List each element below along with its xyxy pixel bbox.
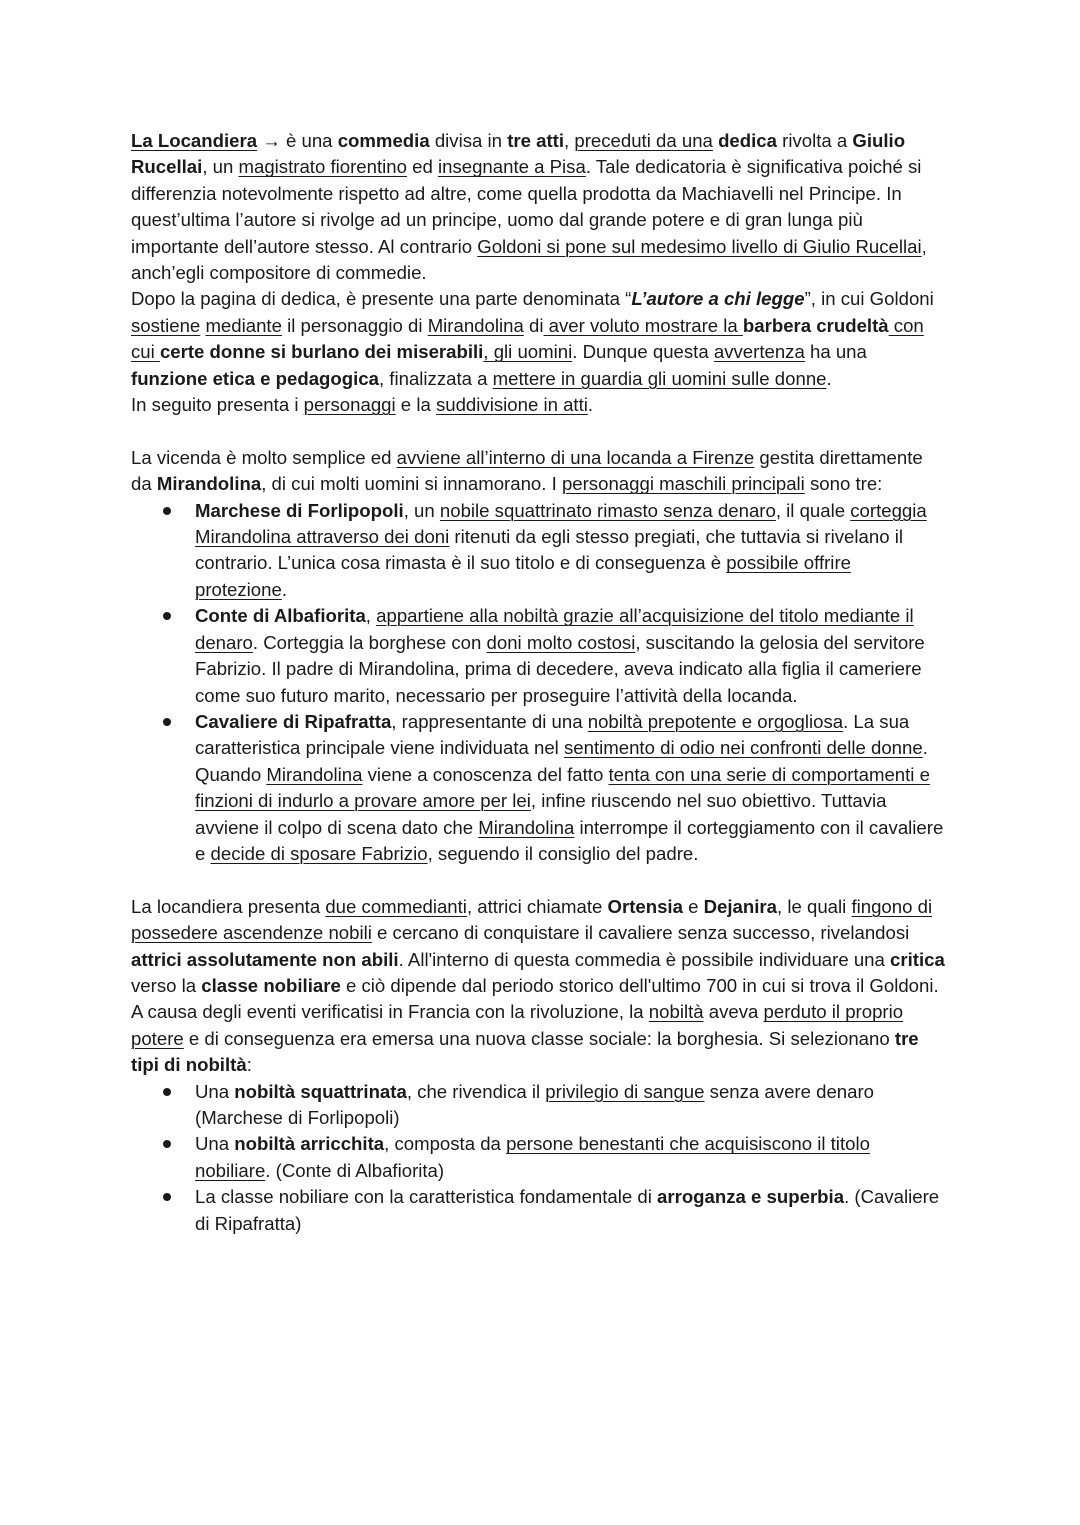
nobility-list [131,1079,946,1237]
bullet-icon [163,1140,171,1148]
bullet-icon [163,507,171,515]
bullet-icon [163,1193,171,1201]
term-la-locandiera: La Locandiera [131,130,258,151]
bullet-icon [163,612,171,620]
paragraph-critique: La locandiera presenta due commedianti, attrici chiamate Ortensia e Dejanira, le quali fingono di possedere ascendenze nobili e cercano di conquistare il cavaliere senza successo, rivelandosi attrici assolutamente non abili. All'interno di questa commedia è possibile individuare una critica verso la classe nobiliare e ciò dipende dal periodo storico dell'ultimo 700 in cui si trova il Goldoni. A causa degli eventi verificatisi in Francia con la rivoluzione, la nobiltà aveva perduto il proprio potere e di conseguenza era emersa una nuova classe sociale: la borghesia. Si selezionano tre tipi di nobiltà: [131,895,945,1076]
paragraph-intro: La Locandiera → è una commedia divisa in tre atti, preceduti da una dedica rivolta a Giulio Rucellai, un magistrato fiorentino ed insegnante a Pisa. Tale dedicatoria è significativa poiché si differenzia notevolmente rispetto ad altre, come quella prodotta da Machiavelli nel Principe. In quest’ultima l’autore si rivolge ad un principe, uomo dal grande potere e di gran lunga più importante dell’autore stesso. Al contrario Goldoni si pone sul medesimo livello di Giulio Rucellai, anch’egli compositore di commedie. [131,130,927,284]
document-page [131,128,946,1237]
bullet-icon [163,718,171,726]
list-item: La classe nobiliare con la caratteristica fondamentale di arroganza e superbia. (Cavaliere di Ripafratta) [195,1184,946,1237]
paragraph-plot: La vicenda è molto semplice ed avviene all’interno di una locanda a Firenze gestita direttamente da Mirandolina, di cui molti uomini si innamorano. I personaggi maschili principali sono tre: [131,446,923,495]
paragraph-gap [131,418,946,444]
list-item: Conte di Albafiorita, appartiene alla nobiltà grazie all’acquisizione del titolo mediante il denaro. Corteggia la borghese con doni molto costosi, suscitando la gelosia del servitore Fabrizio. Il padre di Mirandolina, prima di decedere, aveva indicato alla figlia il cameriere come suo futuro marito, necessario per proseguire l’attività della locanda. [195,603,946,709]
list-item: Una nobiltà squattrinata, che rivendica il privilegio di sangue senza avere denaro (Marchese di Forlipopoli) [195,1079,946,1132]
paragraph-structure: In seguito presenta i personaggi e la suddivisione in atti. [131,394,594,416]
paragraph-author-note: Dopo la pagina di dedica, è presente una parte denominata “L’autore a chi legge”, in cui Goldoni sostiene mediante il personaggio di Mirandolina di aver voluto mostrare la barbera crudeltà con cui certe donne si burlano dei miserabili, gli uomini. Dunque questa avvertenza ha una funzione etica e pedagogica, finalizzata a mettere in guardia gli uomini sulle donne. [131,288,934,389]
characters-list [131,498,946,868]
list-item: Marchese di Forlipopoli, un nobile squattrinato rimasto senza denaro, il quale corteggia Mirandolina attraverso dei doni ritenuti da egli stesso pregiati, che tuttavia si rivelano il contrario. L’unica cosa rimasta è il suo titolo e di conseguenza è possibile offrire protezione. [195,498,946,604]
bullet-icon [163,1088,171,1096]
list-item: Una nobiltà arricchita, composta da persone benestanti che acquisiscono il titolo nobiliare. (Conte di Albafiorita) [195,1131,946,1184]
list-item: Cavaliere di Ripafratta, rappresentante di una nobiltà prepotente e orgogliosa. La sua caratteristica principale viene individuata nel sentimento di odio nei confronti delle donne. Quando Mirandolina viene a conoscenza del fatto tenta con una serie di comportamenti e finzioni di indurlo a provare amore per lei, infine riuscendo nel suo obiettivo. Tuttavia avviene il colpo di scena dato che Mirandolina interrompe il corteggiamento con il cavaliere e decide di sposare Fabrizio, seguendo il consiglio del padre. [195,709,946,867]
paragraph-gap [131,867,946,893]
